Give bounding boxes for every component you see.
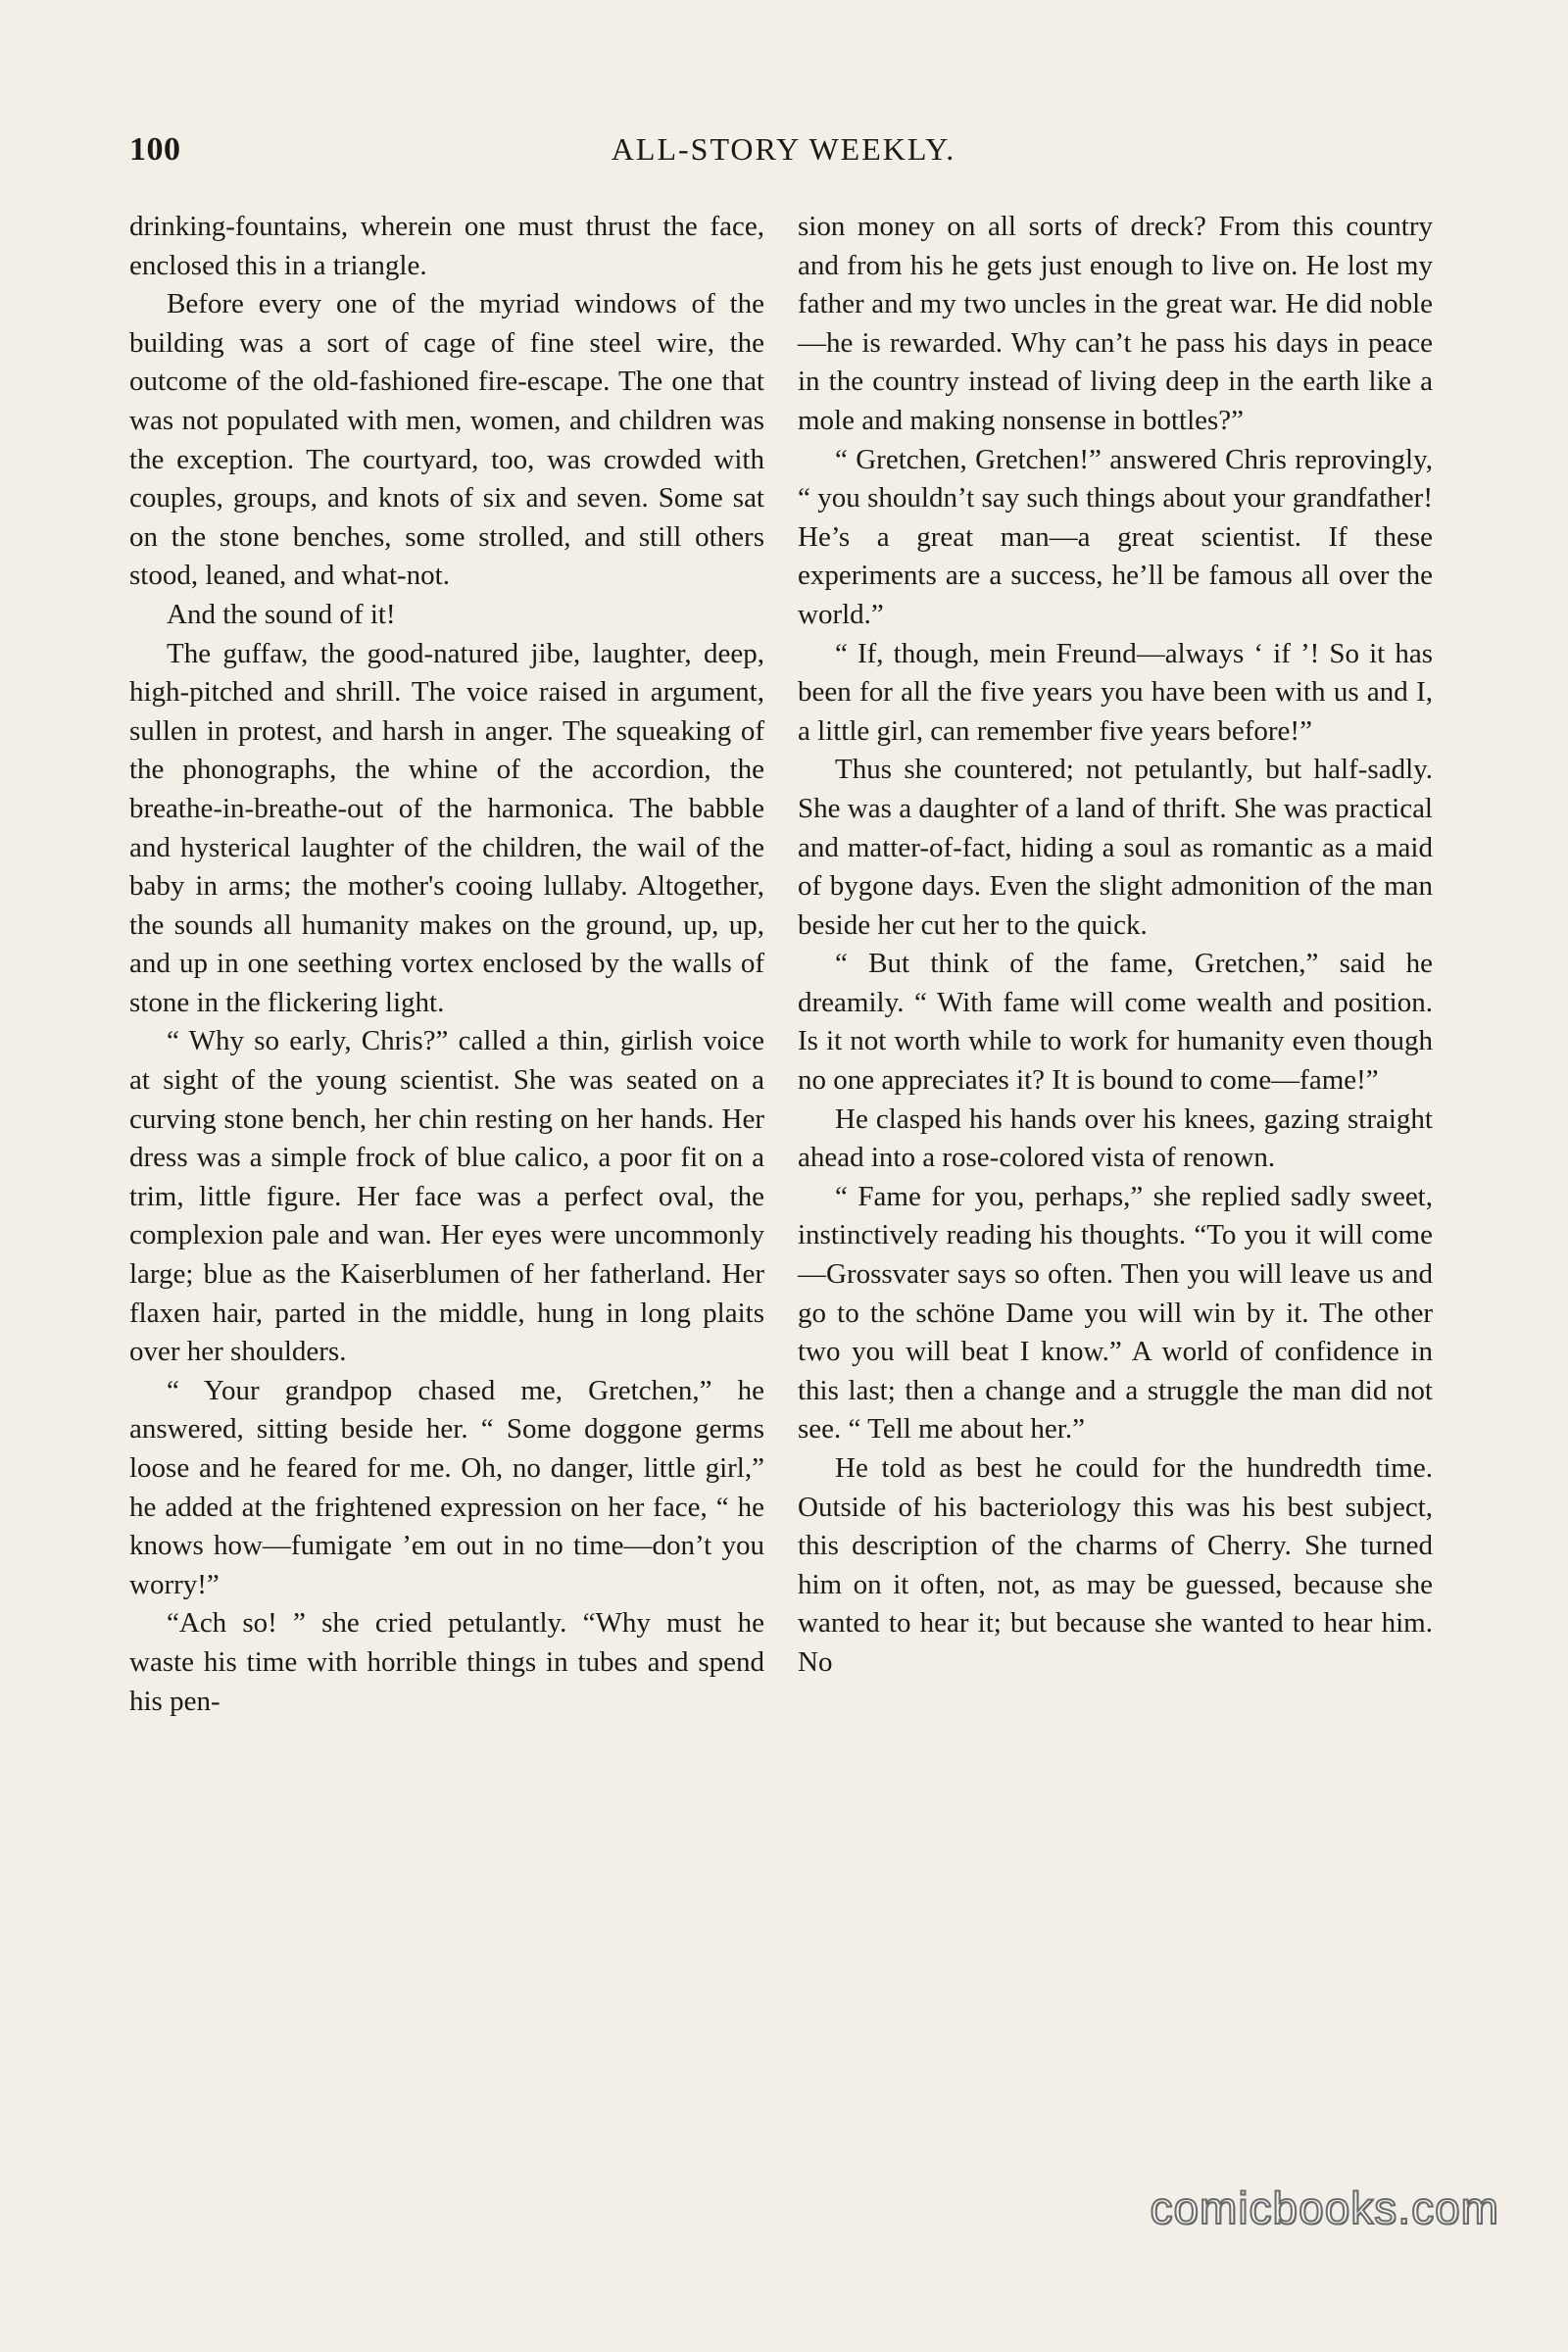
paragraph: He told as best he could for the hundredth time. Outside of his bacteriology this was his best subject, this description of the charms of Cherry. She turned him on it often, not, as may be guessed, because she wanted to hear it; but because she wanted to hear him. No bbox=[798, 1452, 1433, 1678]
page-number: 100 bbox=[129, 131, 181, 168]
paragraph: “ Why so early, Chris?” called a thin, girlish voice at sight of the young scientist. She was seated on a curving stone bench, her chin resting on her hands. Her dress was a simple frock of blue calico, a poor fit on a trim, little figure. Her face was a perfect oval, the complexion pale and wan. Her eyes were uncommonly large; blue as the Kaiserblumen of her fatherland. Her flaxen hair, parted in the middle, hung in long plaits over her shoulders. bbox=[129, 1025, 764, 1368]
paragraph: “ Fame for you, perhaps,” she replied sadly sweet, instinctively reading his thoughts. “To you it will come—Grossvater says so often. Then you will leave us and go to the schöne Dame you will win by it. The other two you will beat I know.” A world of confidence in this last; then a change and a struggle the man did not see. “ Tell me about her.” bbox=[798, 1180, 1433, 1446]
paragraph: “ But think of the fame, Gretchen,” said he dreamily. “ With fame will come wealth and position. Is it not worth while to work for humanity even though no one appreciates it? It is bound to come—fame!” bbox=[798, 948, 1433, 1097]
paragraph: “ Gretchen, Gretchen!” answered Chris reprovingly, “ you shouldn’t say such things about your grandfather! He’s a great man—a great scientist. If these experiments are a success, he’ll be famous all over the world.” bbox=[798, 443, 1433, 630]
paragraph: “ If, though, mein Freund—always ‘ if ’! So it has been for all the five years you have been with us and I, a little girl, can remember five years before!” bbox=[798, 637, 1433, 747]
left-column bbox=[129, 208, 764, 2187]
paragraph: sion money on all sorts of dreck? From this country and from his he gets just enough to live on. He lost my father and my two uncles in the great war. He did noble—he is rewarded. Why can’t he pass his days in peace in the country instead of living deep in the earth like a mole and making nonsense in bottles?” bbox=[798, 211, 1433, 436]
running-head: ALL-STORY WEEKLY. bbox=[611, 131, 956, 167]
paragraph: The guffaw, the good-natured jibe, laughter, deep, high-pitched and shrill. The voice raised in argument, sullen in protest, and harsh in anger. The squeaking of the phonographs, the whine of the accordion, the breathe-in-breathe-out of the harmonica. The babble and hysterical laughter of the children, the wail of the baby in arms; the mother's cooing lullaby. Altogether, the sounds all humanity makes on the ground, up, up, and up in one seething vortex enclosed by the walls of stone in the flickering light. bbox=[129, 637, 764, 1018]
paragraph: “ Your grandpop chased me, Gretchen,” he answered, sitting beside her. “ Some doggone germs loose and he feared for me. Oh, no danger, little girl,” he added at the frightened expression on her face, “ he knows how—fumigate ’em out in no time—don’t you worry!” bbox=[129, 1374, 764, 1600]
right-column bbox=[798, 208, 1433, 2187]
paragraph: drinking-fountains, wherein one must thrust the face, enclosed this in a triangle. bbox=[129, 211, 764, 281]
paragraph: He clasped his hands over his knees, gazing straight ahead into a rose-colored vista of renown. bbox=[798, 1102, 1433, 1174]
paragraph: Thus she countered; not petulantly, but half-sadly. She was a daughter of a land of thrift. She was practical and matter-of-fact, hiding a soul as romantic as a maid of bygone days. Even the slight admonition of the man beside her cut her to the quick. bbox=[798, 754, 1433, 941]
paragraph: “Ach so! ” she cried petulantly. “Why must he waste his time with horrible things in tubes and spend his pen- bbox=[129, 1607, 764, 1717]
page-header bbox=[129, 131, 1438, 180]
paragraph: And the sound of it! bbox=[167, 598, 396, 630]
paragraph: Before every one of the myriad windows of the building was a sort of cage of fine steel wire, the outcome of the old-fashioned fire-escape. The one that was not populated with men, women, and children was the exception. The courtyard, too, was crowded with couples, groups, and knots of six and seven. Some sat on the stone benches, some strolled, and still others stood, leaned, and what-not. bbox=[129, 288, 764, 592]
watermark: comicbooks.com bbox=[1150, 2182, 1499, 2233]
